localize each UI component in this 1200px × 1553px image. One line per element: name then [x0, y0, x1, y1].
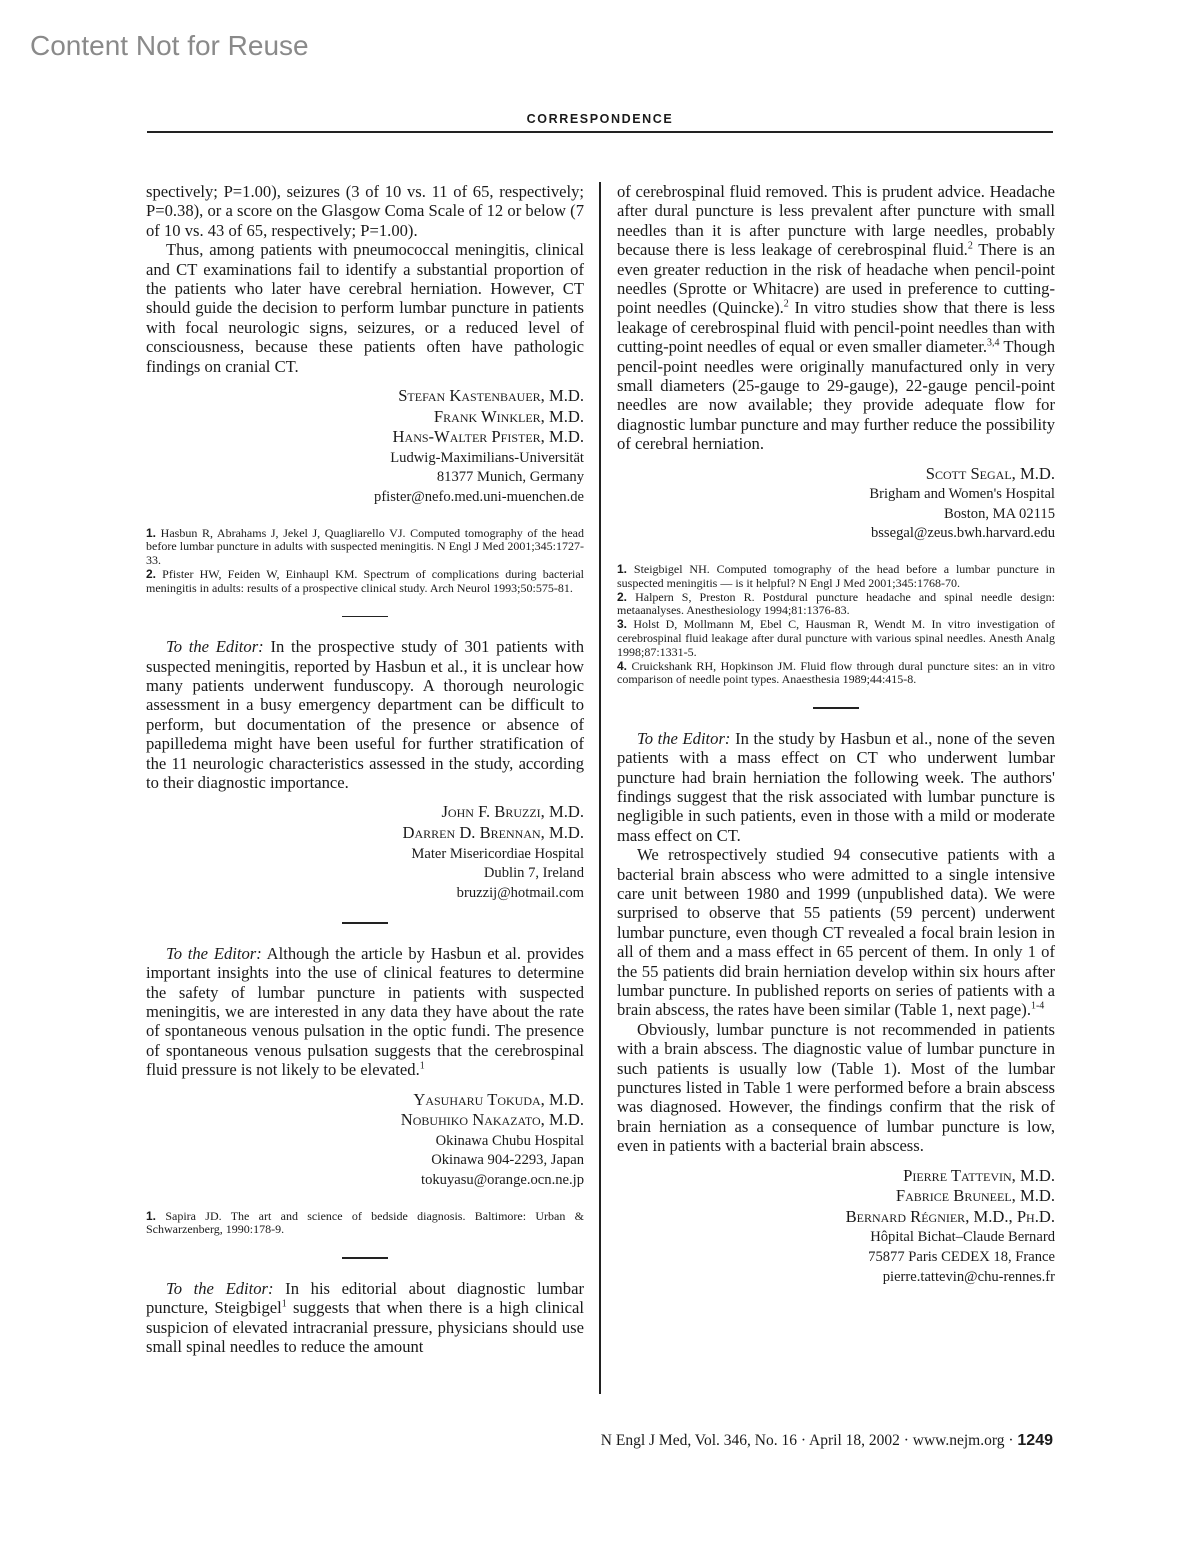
reference-item [617, 618, 1055, 659]
reference-number: 3. [617, 617, 628, 632]
affiliation: Mater Misericordiae Hospital [411, 845, 584, 862]
signature-block [146, 386, 584, 507]
affiliation: Ludwig-Maximilians-Universität [390, 449, 584, 466]
author-name: Nobuhiko Nakazato, M.D. [400, 1110, 584, 1130]
letter-separator [342, 616, 388, 618]
author-name: Hans-Walter Pfister, M.D. [392, 427, 584, 447]
salutation: To the Editor: [166, 943, 262, 963]
citation-superscript: 3,4 [987, 337, 1000, 349]
paragraph [617, 845, 1055, 1020]
author-name: Scott Segal, M.D. [925, 463, 1055, 483]
citation-superscript: 2 [967, 240, 973, 252]
author-email: bruzzij@hotmail.com [456, 884, 584, 901]
reference-number: 1. [146, 1208, 157, 1223]
letter-separator [342, 1257, 388, 1259]
reference-item [617, 660, 1055, 688]
reference-list [617, 563, 1055, 687]
left-column [146, 182, 584, 1356]
reference-number: 1. [146, 525, 157, 540]
author-name: Pierre Tattevin, M.D. [903, 1165, 1055, 1185]
affiliation: Hôpital Bichat–Claude Bernard [870, 1229, 1055, 1246]
citation-superscript: 1-4 [1030, 1000, 1045, 1012]
section-header: CORRESPONDENCE [526, 112, 674, 126]
author-name: Fabrice Bruneel, M.D. [895, 1186, 1055, 1206]
reference-text: Halpern S, Preston R. Postdural puncture headache and spinal needle design: metaanalyses. Anesthesiology 1994;81:1376-83. [617, 589, 1056, 618]
reference-text: Pfister HW, Feiden W, Einhaupl KM. Spectrum of complications during bacterial meningitis in adults: results of a prospective clinical study. Arch Neurol 1993;50:575-81. [146, 567, 584, 595]
author-name: Stefan Kastenbauer, M.D. [398, 386, 584, 406]
salutation: To the Editor: [637, 728, 731, 748]
citation-superscript: 2 [783, 298, 789, 310]
signature-block [146, 802, 584, 902]
affiliation: Dublin 7, Ireland [483, 865, 584, 882]
letter-paragraph [146, 1279, 584, 1357]
paragraph: Obviously, lumbar puncture is not recommended in patients with a brain abscess. The diagnostic value of lumbar puncture in such patients is usually low (Table 1). Most of the lumbar punctures listed in Table 1 were performed before a brain abscess was diagnosed. However, the findings confirm that the risk of brain herniation as a consequence of lumbar puncture is low, even in patients with a bacterial brain abscess. [617, 1019, 1055, 1156]
salutation: To the Editor: [166, 637, 264, 657]
letter-text: In the study by Hasbun et al., none of the seven patients with a mass effect on CT who underwent lumbar puncture had brain herniation the following week. The authors' findings suggest that the risk associated with lumbar puncture is negligible in such patients, even in those with a mild or moderate mass effect on CT. [617, 728, 1055, 845]
citation-superscript: 1 [419, 1060, 425, 1072]
letter-separator [813, 707, 859, 709]
letter-paragraph [146, 944, 584, 1080]
reference-text: Sapira JD. The art and science of bedside diagnosis. Baltimore: Urban & Schwarzenberg, 1990:178-9. [146, 1208, 585, 1237]
header-rule [147, 131, 1053, 133]
author-email: bssegal@zeus.bwh.harvard.edu [870, 525, 1055, 542]
affiliation: Boston, MA 02115 [944, 505, 1055, 522]
reference-item [617, 563, 1055, 591]
letter-text: In the prospective study of 301 patients with suspected meningitis, reported by Hasbun et al., it is unclear how many patients underwent funduscopy. A thorough neurologic assessment in a busy emergency department can be difficult to perform, but documentation of the presence or absence of papilledema might have been useful for further stratification of the 11 neurologic characteristics assessed in the study, according to their diagnostic importance. [146, 637, 585, 792]
letter-text: There is an even greater reduction in the risk of headache when pencil-point needles (Sprotte or Whitacre) are used in preference to cutting-point needles (Quincke). [617, 240, 1055, 318]
citation-superscript: 1 [281, 1298, 287, 1310]
reference-text: Steigbigel NH. Computed tomography of the head before a lumbar puncture in suspected meningitis — is it helpful? N Engl J Med 2001;345:1768-70. [617, 562, 1055, 590]
reference-item [617, 591, 1055, 619]
author-email: pierre.tattevin@chu-rennes.fr [882, 1268, 1055, 1285]
letter-text: In vitro studies show that there is less leakage of cerebrospinal fluid with pencil-point needles than with cutting-point needles of equal or even smaller diameter. [617, 298, 1055, 357]
signature-block [146, 1090, 584, 1190]
letter-text: In his editorial about diagnostic lumbar puncture, Steigbigel [146, 1278, 584, 1318]
column-divider [599, 182, 601, 1394]
letter-paragraph [617, 729, 1055, 845]
affiliation: Brigham and Women's Hospital [869, 486, 1055, 503]
affiliation: Okinawa 904-2293, Japan [431, 1152, 584, 1169]
letter-paragraph [146, 637, 584, 792]
reference-number: 1. [617, 562, 628, 577]
author-email: pfister@nefo.med.uni-muenchen.de [374, 489, 584, 506]
paragraph: Thus, among patients with pneumococcal meningitis, clinical and CT examinations fail to identify a substantial proportion of the patients who later have cerebral herniation. However, CT should guide the decision to perform lumbar puncture in patients with focal neurologic signs, seizures, or a reduced level of consciousness, because these patients often have pathologic findings on cranial CT. [146, 240, 584, 376]
author-name: Darren D. Brennan, M.D. [402, 822, 584, 842]
right-column [617, 182, 1055, 1286]
letter-text: of cerebrospinal fluid removed. This is prudent advice. Headache after dural puncture is less prevalent after puncture with small needles than it is after puncture with large needles, probably because there is less leakage of cerebrospinal fluid. [617, 182, 1055, 260]
affiliation: 81377 Munich, Germany [436, 469, 584, 486]
reference-item [146, 568, 584, 596]
author-name: John F. Bruzzi, M.D. [441, 802, 584, 822]
letter-text: We retrospectively studied 94 consecutive patients with a bacterial brain abscess who were admitted to a single intensive care unit between 1980 and 1999 (unpublished data). We were surprised to observe that 55 patients (59 percent) underwent lumbar puncture, even though CT revealed a focal brain lesion in all of them and a mass effect in 65 percent of them. In only 1 of the 55 patients did brain herniation develop within six hours after lumbar puncture. In published reports on series of patients with a brain abscess, the rates have been similar (Table 1, next page). [617, 845, 1055, 1020]
author-name: Yasuharu Tokuda, M.D. [413, 1089, 584, 1109]
paragraph: spectively; P=1.00), seizures (3 of 10 vs. 11 of 65, respectively; P=0.38), or a score on the Glasgow Coma Scale of 12 or below (7 of 10 vs. 43 of 65, respectively; P=1.00). [146, 182, 584, 240]
watermark: Content Not for Reuse [30, 30, 309, 61]
reference-list [146, 527, 584, 596]
reference-text: Cruickshank RH, Hopkinson JM. Fluid flow through dural puncture sites: an in vitro comparison of needle point types. Anaesthesia 1989;44:415-8. [617, 658, 1056, 687]
signature-block [617, 464, 1055, 543]
author-name: Bernard Régnier, M.D., Ph.D. [845, 1206, 1055, 1226]
paragraph [617, 182, 1055, 454]
letter-text: Although the article by Hasbun et al. provides important insights into the use of clinical features to determine the safety of lumbar puncture in patients with suspected meningitis, we are interested in any data they have about the rate of spontaneous venous pulsation in the optic fundi. The presence of spontaneous venous pulsation suggests that the cerebrospinal fluid pressure is not likely to be elevated. [146, 943, 584, 1080]
letter-text: suggests that when there is a high clinical suspicion of elevated intracranial pressure, physicians should use small spinal needles to reduce the amount [146, 1298, 584, 1356]
reference-item [146, 1210, 584, 1238]
reference-number: 2. [617, 589, 628, 604]
author-email: tokuyasu@orange.ocn.ne.jp [421, 1172, 584, 1189]
reference-text: Holst D, Mollmann M, Ebel C, Hausman R, Wendt M. In vitro investigation of cerebrospinal fluid leakage after dural puncture with various spinal needles. Anesth Analg 1998;87:1331-5. [617, 617, 1056, 659]
reference-text: Hasbun R, Abrahams J, Jekel J, Quagliarello VJ. Computed tomography of the head before lumbar puncture in adults with suspected meningitis. N Engl J Med 2001;345:1727-33. [146, 525, 584, 568]
reference-item [146, 527, 584, 568]
letter-text: Though pencil-point needles were originally manufactured only in very small diameters (25-gauge to 29-gauge), 22-gauge pencil-point needles are now available; they provide adequate flow for diagnostic lumbar puncture and may further reduce the possibility of cerebral herniation. [617, 337, 1055, 454]
affiliation: Okinawa Chubu Hospital [435, 1132, 584, 1149]
reference-list [146, 1210, 584, 1238]
page-footer [601, 1432, 1053, 1450]
letter-separator [342, 922, 388, 924]
signature-block [617, 1166, 1055, 1287]
author-name: Frank Winkler, M.D. [433, 406, 584, 426]
salutation: To the Editor: [166, 1278, 274, 1298]
affiliation: 75877 Paris CEDEX 18, France [868, 1249, 1055, 1266]
reference-number: 4. [617, 658, 628, 673]
reference-number: 2. [146, 567, 157, 582]
page-number: 1249 [1017, 1432, 1053, 1449]
journal-citation: N Engl J Med, Vol. 346, No. 16 · April 18, 2002 · www.nejm.org · [600, 1432, 1018, 1449]
